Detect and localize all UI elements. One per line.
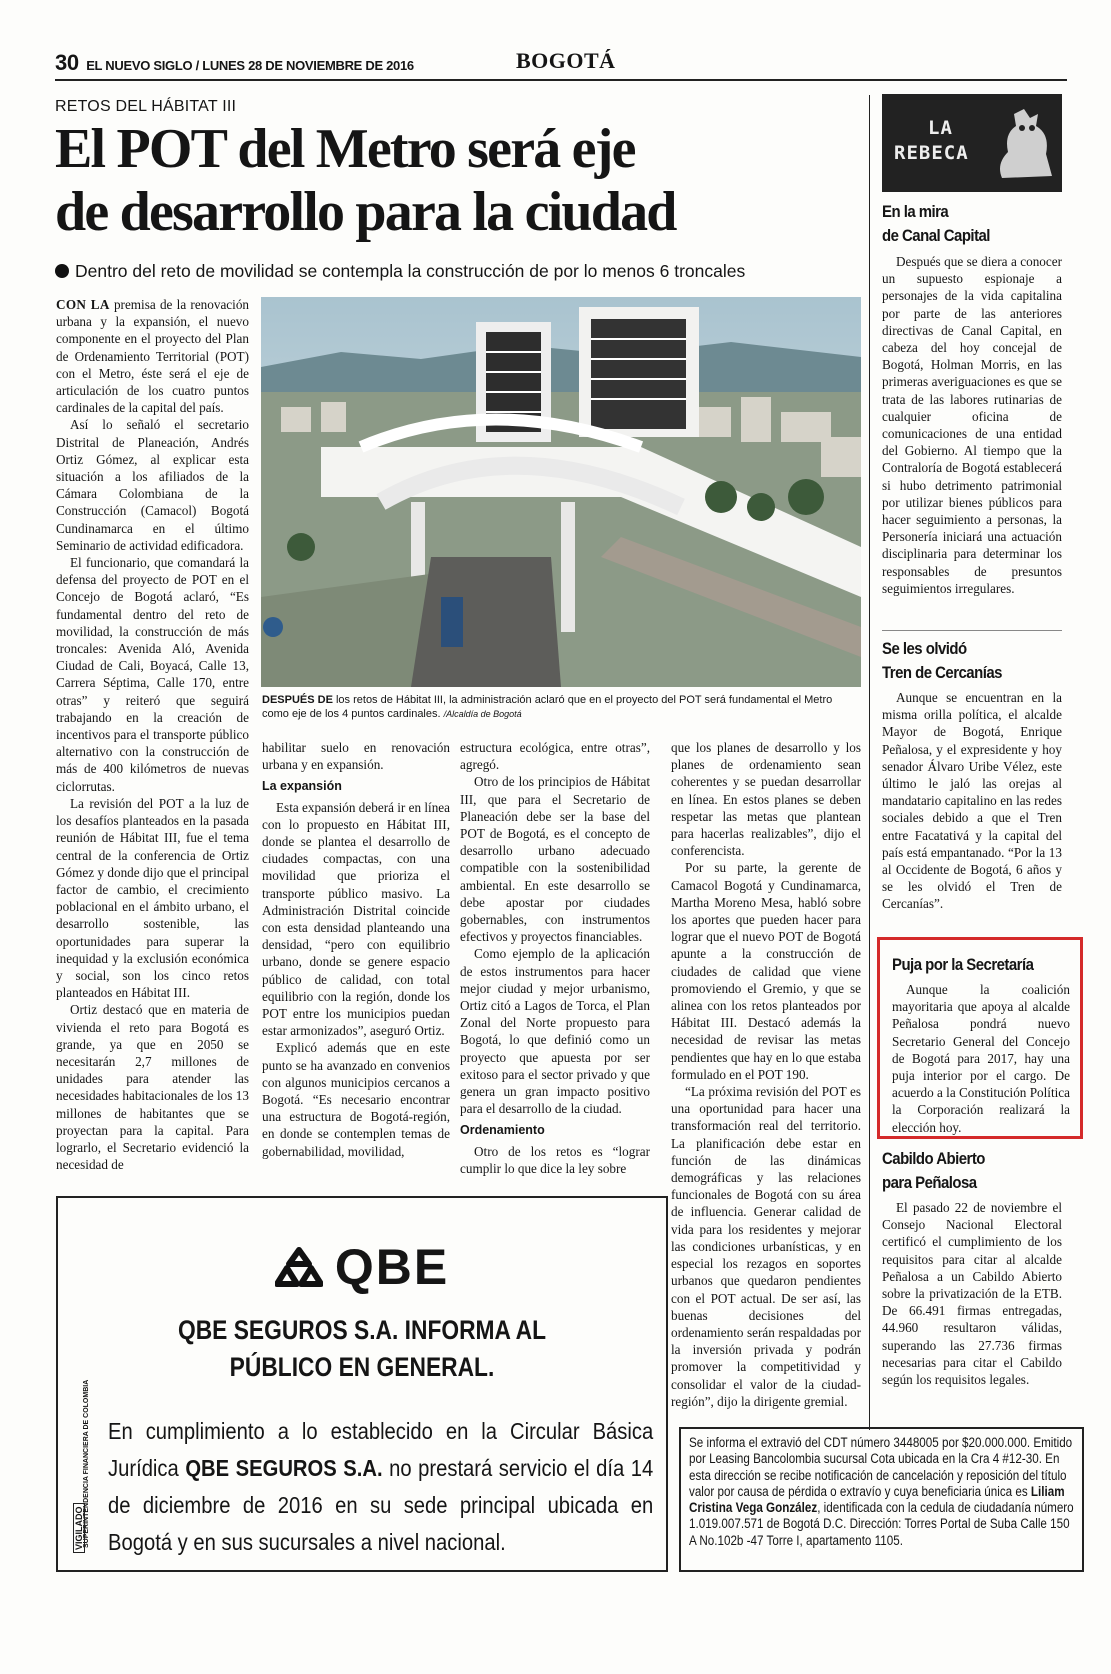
article-kicker: RETOS DEL HÁBITAT III (55, 98, 237, 115)
article-column-4 (671, 739, 861, 1436)
metro-rendering-illustration (261, 297, 861, 687)
caption-credit: /Alcaldía de Bogotá (443, 709, 522, 719)
caption-text: los retos de Hábitat III, la administración aclaró que en el proyecto del POT será fundamental el Metro como eje de los 4 puntos cardinales. (262, 694, 833, 720)
article-paragraph: Otro de los retos es “lograr cumplir lo que dice la ley sobre (460, 1143, 650, 1176)
article-paragraph: Así lo señaló el secretario Distrital de Planeación, Andrés Ortiz Gómez, al explicar esta situación a los afiliados de la Cámara Colombiana de la Construcción (Camacol) Bogotá Cundinamarca en el último Seminario de actividad edificadora. (56, 417, 249, 553)
superintendencia-label: SUPERINTENDENCIA FINANCIERA DE COLOMBIA (83, 1379, 90, 1548)
paper-date: EL NUEVO SIGLO / LUNES 28 DE NOVIEMBRE DE 2016 (86, 58, 414, 73)
sidebar-item-canal-capital (882, 200, 1062, 597)
logo-wordmark: LA REBECA (894, 117, 969, 164)
article-paragraph: El funcionario, que comandará la defensa del proyecto de POT en el Concejo de Bogotá aclaró, “Es fundamental dentro del reto de movilidad, la construcción de más troncales: Avenida Aló, Avenida Ciudad de Cali, Boyacá, Calle 13, Carrera Séptima, Calle 170, entre otras” y reiteró que seguirá trabajando en la creación de incentivos para el transporte público alternativo con la construcción de más de 400 kilómetros de nuevas ciclorrutas. (56, 555, 249, 794)
sidebar-heading: de Canal Capital (882, 226, 990, 245)
sidebar-text: Aunque se encuentran en la misma orilla política, el alcalde Mayor de Bogotá, Enrique Peñalosa, y el expresidente y hoy senador Álvaro Uribe Vélez, este último le jaló las orejas al mandatario capitalino en las redes sociales debido a que el Tren entre Facatativá y la capital del país está empantanado. “Por la 13 al Occidente de Bogotá, 6 años y se les olvidó el Tren de Cercanías”. (882, 690, 1062, 912)
article-paragraph: Ortiz destacó que en materia de vivienda el reto para Bogotá es grande, ya que en 2050 se necesitarán 2,7 millones de unidades para atender las necesidades habitacionales de los 13 millones de habitantes que se proyectan para la capital. Para lograrlo, el Secretario evidenció la necesidad de (56, 1002, 249, 1173)
article-paragraph: Otro de los principios de Hábitat III, que para el Secretario de Planeación debe ser la base del POT de Bogotá, es el concepto de desarrollo urbano adecuado compatible con la sostenibilidad ambiental. En este desarrollo se debe apostar por ciudades gobernables, con instrumentos efectivos y proyectos financiables. (460, 774, 650, 945)
photo-caption (262, 693, 860, 721)
lead-caps: CON LA (56, 297, 110, 312)
cat-silhouette-icon (994, 104, 1056, 184)
sidebar-text: El pasado 22 de noviembre el Consejo Nacional Electoral certificó el cumplimiento de los requisitos para citar al alcalde Peñalosa a un Cabildo Abierto sobre la privatización de la ETB. De 66.491 firmas entregadas, 44.960 resultaron válidas, superando las 27.736 firmas necesarias para citar el Cabildo según los requisitos legales. (882, 1200, 1062, 1388)
qbe-brand: QBE (334, 1239, 450, 1295)
article-column-2 (262, 739, 450, 1179)
top-rule (55, 79, 1067, 81)
headline-line-2: de desarrollo para la ciudad (55, 181, 676, 243)
ad-body: En cumplimiento a lo establecido en la Circular Básica Jurídica QBE SEGUROS S.A. no prestará servicio el día 14 de diciembre de 2016 en su sede principal ubicada en Bogotá y en sus sucursales a nivel nacional. (108, 1418, 654, 1555)
sidebar-heading: Tren de Cercanías (882, 663, 1002, 682)
article-deck (55, 261, 745, 282)
notice-beneficiary: Liliam Cristina Vega González (689, 1483, 1065, 1516)
article-column-1 (56, 296, 249, 1176)
sidebar-heading: Se les olvidó (882, 639, 967, 658)
page-folio (55, 50, 414, 76)
article-paragraph: La revisión del POT a la luz de los desafíos planteados en la pasada reunión de Hábitat III, fue el tema central de la conferencia de Ortiz Gómez y donde dijo que el principal factor de cambio, el crecimiento poblacional en el ámbito urbano, el desarrollo sostenible, las oportunidades para superar la inequidad y la exclusión económica y social, son los cinco retos planteados en Hábitat III. (56, 795, 249, 1001)
metro-station-photo (261, 297, 861, 687)
sidebar-heading: para Peñalosa (882, 1173, 977, 1192)
page-number: 30 (55, 50, 79, 75)
notice-text: Se informa el extravió del CDT número 3448005 por $20.000.000. Emitido por Leasing Bancolombia sucursal Cota ubicada en la Cra 4 #12-30. En esta dirección se recibe notificación de cancelación y reposición del título valor por causa de pérdida o extravío y cuya beneficiaria única es (689, 1435, 1073, 1499)
bullet-icon (55, 264, 69, 278)
vigilado-label: VIGILADO (73, 1503, 85, 1553)
article-paragraph: “La próxima revisión del POT es una oportunidad para hacer una transformación real del territorio. La planificación debe estar en función de las dinámicas demográficas y las relaciones funcionales de Bogotá con su área de influencia. Generar calidad de vida para los residentes y mejorar las condiciones urbanísticas, y en especial los rezagos en soportes urbanos que quedaron pendientes con el POT actual. De ser así, las buenas decisiones del ordenamiento serán respaldadas por la inversión privada y podrán promover la competitividad y consolidar el valor de la ciudad-región”, dijo la dirigente gremial. (671, 1084, 861, 1409)
sidebar-divider (869, 95, 870, 1430)
lost-cdt-notice (679, 1427, 1084, 1572)
sidebar-heading: Cabildo Abierto (882, 1149, 985, 1168)
sidebar-item-cabildo-abierto (882, 1147, 1062, 1388)
section-name: BOGOTÁ (516, 48, 616, 73)
article-paragraph: Explicó además que en este punto se ha avanzado en convenios con algunos municipios cercanos a Bogotá. “Es necesario encontrar una estructura de Bogotá-región, en donde se contemplen temas de gobernabilidad, movilidad, (262, 1040, 450, 1159)
sidebar-heading: Puja por la Secretaría (892, 955, 1034, 974)
sidebar-item-tren-cercanias (882, 637, 1062, 913)
qbe-advertisement (56, 1196, 668, 1572)
article-column-3 (460, 739, 650, 1179)
la-rebeca-logo (882, 94, 1062, 192)
article-paragraph: estructura ecológica, entre otras”, agregó. (460, 740, 650, 773)
headline-line-1: El POT del Metro será eje (55, 118, 635, 180)
sidebar-heading: En la mira (882, 202, 949, 221)
article-paragraph: que los planes de desarrollo y los planes de ordenamiento sean coherentes y se puedan desarrollar en línea. En estos planes se deben respetar las metas que plantean para hacerlas realizables”, dijo el conferencista. (671, 740, 861, 859)
sidebar-text: Después que se diera a conocer un supuesto espionaje a personajes de la vida capitalina por parte de las anteriores directivas de Canal Capital, en cabeza del hoy concejal de Bogotá, Holman Morris, en las primeras averiguaciones es que se trata de las labores rutinarias de cualquier oficina de comunicaciones de una entidad del Gobierno. Al tiempo que la Contraloría de Bogotá establecerá si hubo detrimento patrimonial por utilizar bienes públicos para hacer seguimiento a personas, la Personería iniciará una actuación disciplinaria para determinar los responsables de presuntos seguimientos irregulares. (882, 254, 1062, 596)
subhead-ordenamiento: Ordenamiento (460, 1123, 545, 1138)
ad-company-name: QBE SEGUROS S.A. (185, 1455, 383, 1481)
highlighted-sidebar-item-secretaria (877, 937, 1083, 1139)
article-paragraph: Esta expansión deberá ir en línea con lo propuesto en Hábitat III, donde se plantea el desarrollo de ciudades compactas, con una movilidad que prioriza el transporte público masivo. La Administración Distrital coincide con esta densidad planteando una densidad, “pero con equilibrio urbano, donde se genere espacio público de calidad, con total equilibrio con la región, donde los POT entre los municipios puedan estar armonizados”, aseguró Ortiz. (262, 799, 450, 1039)
vigilado-stamp (69, 1338, 97, 1558)
article-paragraph: habilitar suelo en renovación urbana y en expansión. (262, 740, 450, 773)
caption-lead: DESPUÉS DE (262, 694, 333, 706)
ad-title: QBE SEGUROS S.A. INFORMA AL PÚBLICO EN GENERAL. (177, 1315, 547, 1382)
deck-text: Dentro del reto de movilidad se contempla la construcción de por lo menos 6 troncales (75, 261, 746, 281)
qbe-knot-icon (275, 1246, 323, 1288)
article-paragraph: Por su parte, la gerente de Camacol Bogotá y Cundinamarca, Martha Moreno Mesa, habló sobre los aportes que pueden hacer para lograr que el nuevo POT de Bogotá apunte a la construcción de ciudades de calidad que viene promoviendo el Gremio, y que se alinea con los retos planteados por Hábitat III. Destacó además la necesidad de revisar las metas pendientes que hay en lo que estaba formulado en el POT 190. (671, 860, 861, 1082)
subhead-expansion: La expansión (262, 779, 342, 794)
sidebar-text: Aunque la coalición mayoritaria que apoya al alcalde Peñalosa pondrá nuevo Secretario General del Concejo de Bogotá para 2017, hay una puja interior por el cargo. De acuerdo a la Constitución Política la Corporación realizará la elección hoy. (892, 982, 1070, 1135)
qbe-logo (58, 1238, 666, 1296)
article-paragraph: CON LA premisa de la renovación urbana y la expansión, el nuevo componente en el proyecto del Plan de Ordenamiento Territorial (POT) con el Metro, éste será el eje de articulación de los cuatro puntos cardinales de la capital del país. (56, 297, 249, 416)
sidebar-separator (882, 630, 1062, 631)
article-paragraph: Como ejemplo de la aplicación de estos instrumentos para hacer mejor ciudad y mejor urbanismo, Ortiz citó a Lagos de Torca, el Plan Zonal del Norte propuesto para Bogotá, lo que definió como un proyecto que apuesta por ser exitoso para el sector privado y que genera un gran impacto positivo para el desarrollo de la ciudad. (460, 946, 650, 1117)
notice-text-end: , identificada con la cedula de ciudadanía número 1.019.007.571 de Bogotá D.C. Dirección: Torres Portal de Suba Calle 150 A No.102b -47 Torre I, apartamento 1105. (689, 1500, 1074, 1548)
article-headline (55, 118, 825, 244)
